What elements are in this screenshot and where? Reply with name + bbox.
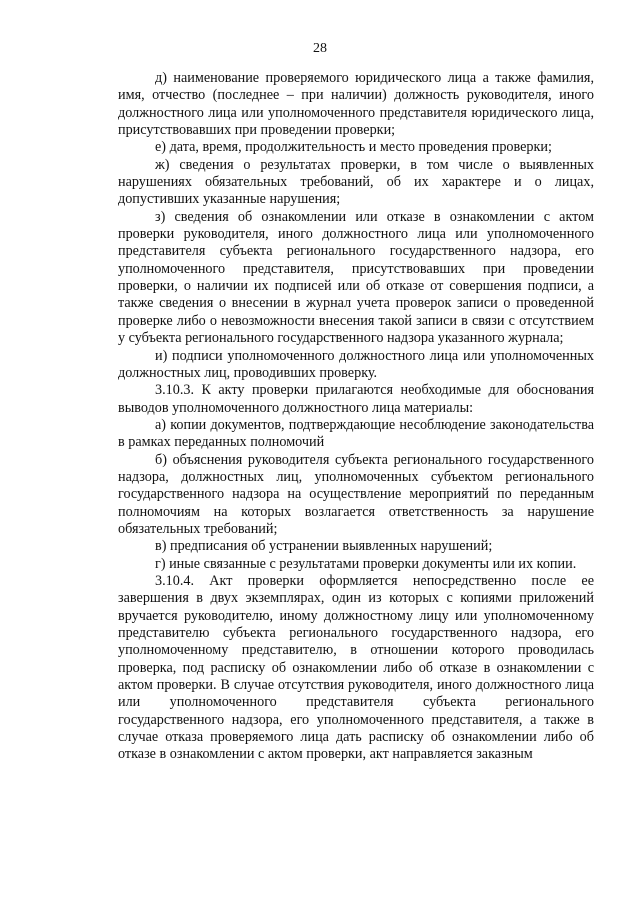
paragraph-b: б) объяснения руководителя субъекта регионального государственного надзора, должностных лиц, уполномоченных субъектом регионального государственного надзора на осуществление мероприятий по переданным полномочиям на которых возлагается ответственность за нарушение обязательных требований; <box>118 451 594 537</box>
paragraph-3-10-3: 3.10.3. К акту проверки прилагаются необходимые для обоснования выводов уполномоченного должностного лица материалы: <box>118 382 594 416</box>
paragraph-zh: ж) сведения о результатах проверки, в том числе о выявленных нарушениях обязательных требований, об их характере и о лицах, допустивших указанные нарушения; <box>118 156 594 208</box>
page-number: 28 <box>313 41 327 56</box>
paragraph-i: и) подписи уполномоченного должностного лица или уполномоченных должностных лиц, проводивших проверку. <box>118 347 594 381</box>
paragraph-g: г) иные связанные с результатами проверки документы или их копии. <box>155 555 577 572</box>
paragraph-e: е) дата, время, продолжительность и место проведения проверки; <box>155 139 552 156</box>
paragraph-d: д) наименование проверяемого юридического лица а также фамилия, имя, отчество (последнее – при наличии) должность руководителя, иного должностного лица или уполномоченного представителя юридического лица, присутствовавших при проведении проверки; <box>118 70 594 139</box>
body-text <box>118 70 594 764</box>
paragraph-3-10-4: 3.10.4. Акт проверки оформляется непосредственно после ее завершения в двух экземплярах, один из которых с копиями приложений вручается руководителю, иному должностному лицу или уполномоченному представителю субъекта регионального государственного надзора, его уполномоченному представителю, в отношении которого проводилась проверка, под расписку об ознакомлении либо об отказе в ознакомлении с актом проверки. В случае отсутствия руководителя, иного должностного лица или уполномоченного представителя субъекта регионального государственного надзора, его уполномоченного представителя, а также в случае отказа проверяемого лица дать расписку об ознакомлении либо об отказе в ознакомлении с актом проверки, акт направляется заказным <box>118 572 594 763</box>
paragraph-z: з) сведения об ознакомлении или отказе в ознакомлении с актом проверки руководителя, иного должностного лица или уполномоченного представителя субъекта регионального государственного надзора, его уполномоченного представителя, присутствовавших при проведении проверки, о наличии их подписей или об отказе от совершения подписи, а также сведения о внесении в журнал учета проверок записи о проведенной проверке либо о невозможности внесения такой записи в связи с отсутствием у субъекта регионального государственного надзора указанного журнала; <box>118 208 594 347</box>
paragraph-v: в) предписания об устранении выявленных нарушений; <box>155 538 493 555</box>
paragraph-a: а) копии документов, подтверждающие несоблюдение законодательства в рамках переданных полномочий <box>118 416 594 451</box>
